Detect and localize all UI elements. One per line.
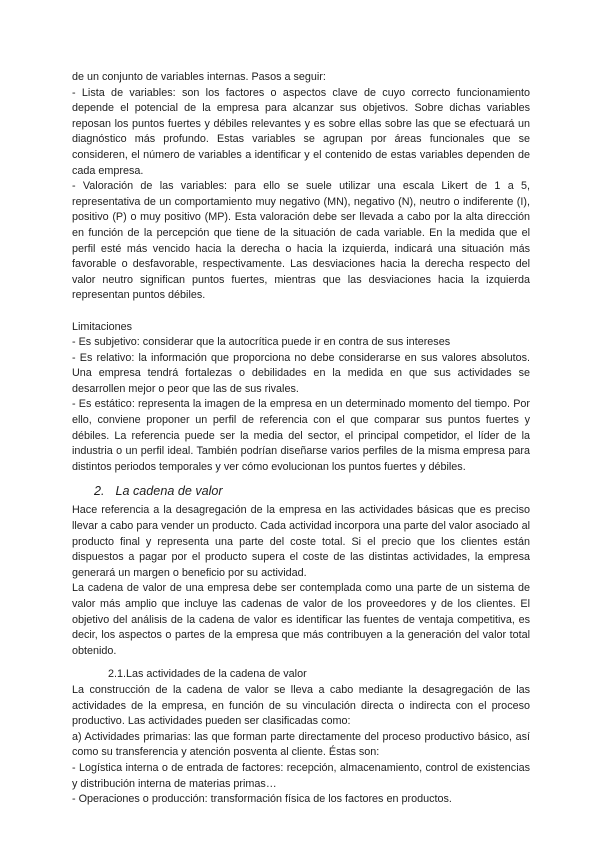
limitations-heading: Limitaciones — [72, 320, 133, 333]
paragraph: - Es subjetivo: considerar que la autocrítica puede ir en contra de sus intereses — [72, 336, 451, 349]
section-title: La cadena de valor — [115, 484, 223, 499]
paragraph: - Logística interna o de entrada de factores: recepción, almacenamiento, control de existencias y distribución interna de materias primas… — [72, 761, 530, 790]
paragraph: - Es relativo: la información que proporciona no debe considerarse en sus valores absolutos. Una empresa tendrá fortalezas o debilidades en la medida en que sus actividades se desarrollen mejor o peor que las de sus rivales. — [72, 351, 530, 395]
paragraph: - Lista de variables: son los factores o aspectos clave de cuyo correcto funcionamiento depende el potencial de la empresa para alcanzar sus objetivos. Sobre dichas variables reposan los puntos fuertes y débiles relevantes y es sobre ellas sobre las que se efectuará un diagnóstico más profundo. Estas variables se agrupan por áreas funcionales que se consideren, el número de variables a identificar y el contenido de estas variables dependen de cada empresa. — [72, 86, 530, 177]
paragraph: - Es estático: representa la imagen de la empresa en un determinado momento del tiempo. Por ello, conviene proponer un perfil de referencia con el que comparar sus puntos fuertes y débiles. La referencia puede ser la media del sector, el principal competidor, el líder de la industria o un perfil ideal. También podrían diseñarse varios perfiles de la misma empresa para distintos periodos temporales y ver cómo evolucionan los puntos fuertes y débiles. — [72, 398, 530, 473]
subsection-heading: 2.1.Las actividades de la cadena de valor — [108, 668, 307, 681]
paragraph: a) Actividades primarias: las que forman parte directamente del proceso productivo básico, así como su transferencia y atención posventa al cliente. Éstas son: — [72, 730, 530, 759]
paragraph: Hace referencia a la desagregación de la empresa en las actividades básicas que es preciso llevar a cabo para vender un producto. Cada actividad incorpora una parte del valor asociado al producto final y representa una parte del coste total. Si el precio que los clientes están dispuestos a pagar por el producto supera el coste de las distintas actividades, la empresa generará un margen o beneficio por su actividad. — [72, 504, 530, 579]
paragraph: La construcción de la cadena de valor se lleva a cabo mediante la desagregación de las actividades de la empresa, en función de su vinculación directa o indirecta con el proceso productivo. Las actividades pueden ser clasificadas como: — [72, 683, 530, 728]
paragraph: La cadena de valor de una empresa debe ser contemplada como una parte de un sistema de valor más amplio que incluye las cadenas de valor de los proveedores y de los clientes. El objetivo del análisis de la cadena de valor es identificar las fuentes de ventaja competitiva, es decir, los aspectos o partes de la empresa que más contribuyen a la generación del valor total obtenido. — [72, 582, 530, 657]
paragraph: - Operaciones o producción: transformación física de los factores en productos. — [72, 793, 452, 806]
paragraph: - Valoración de las variables: para ello se suele utilizar una escala Likert de 1 a 5, representativa de un comportamiento muy negativo (MN), negativo (N), neutro o indiferente (I), positivo (P) o muy positivo (MP). Esta valoración debe ser llevada a cabo por la alta dirección en función de la percepción que tiene de la situación de cada variable. En la medida que el perfil esté más vencido hacia la derecha o hacia la izquierda, indicará una situación más favorable o desfavorable, respectivamente. Las desviaciones hacia la derecha respecto del valor neutro significan puntos fuertes, mientras que las desviaciones hacia la izquierda representan puntos débiles. — [72, 180, 530, 302]
document-page — [72, 70, 530, 808]
section-heading — [72, 483, 530, 499]
section-number: 2. — [94, 484, 105, 499]
paragraph: de un conjunto de variables internas. Pasos a seguir: — [72, 71, 326, 83]
